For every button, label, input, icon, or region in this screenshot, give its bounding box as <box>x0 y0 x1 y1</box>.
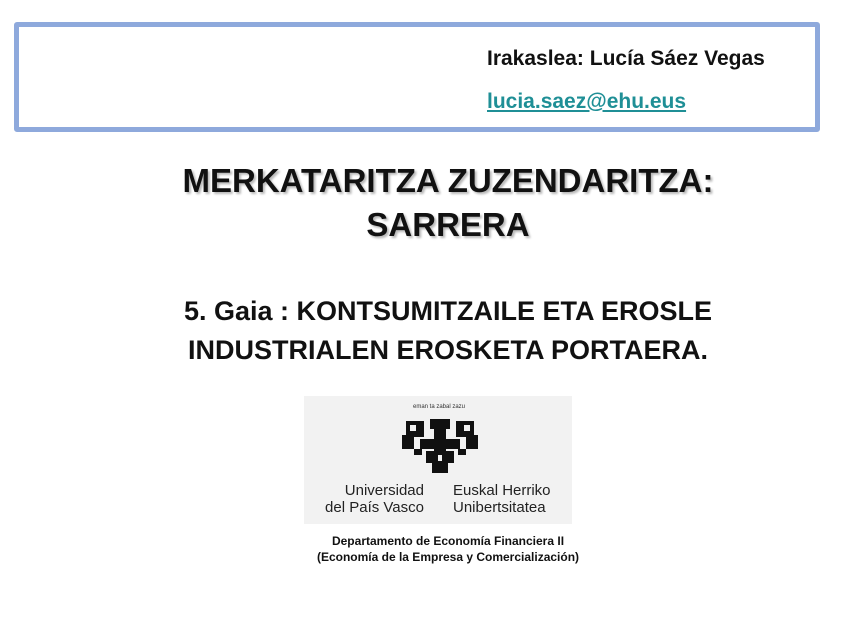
university-name-spanish-line-1: Universidad <box>344 482 424 499</box>
course-title-line-2: SARRERA <box>366 206 530 243</box>
teacher-name: Irakaslea: Lucía Sáez Vegas <box>487 47 765 70</box>
department-line-2: (Economía de la Empresa y Comercialización) <box>316 550 580 564</box>
course-title-line-1: MERKATARITZA ZUZENDARITZA: <box>182 162 714 199</box>
logo-motto: eman ta zabal zazu <box>412 404 466 410</box>
header-box <box>14 22 820 132</box>
university-name-basque-line-1: Euskal Herriko <box>453 482 551 499</box>
university-logo <box>304 396 572 524</box>
department-line-1: Departamento de Economía Financiera II <box>331 534 565 548</box>
email-link[interactable]: lucia.saez@ehu.eus <box>487 90 687 113</box>
topic-title-line-1: 5. Gaia : KONTSUMITZAILE ETA EROSLE <box>183 296 713 326</box>
topic-title-line-2: INDUSTRIALEN EROSKETA PORTAERA. <box>187 335 708 365</box>
university-name-basque-line-2: Unibertsitatea <box>453 499 546 516</box>
university-name-basque <box>453 482 573 516</box>
university-emblem-icon <box>400 415 480 475</box>
university-name-spanish-line-2: del País Vasco <box>325 499 424 516</box>
university-name-spanish <box>304 482 424 516</box>
